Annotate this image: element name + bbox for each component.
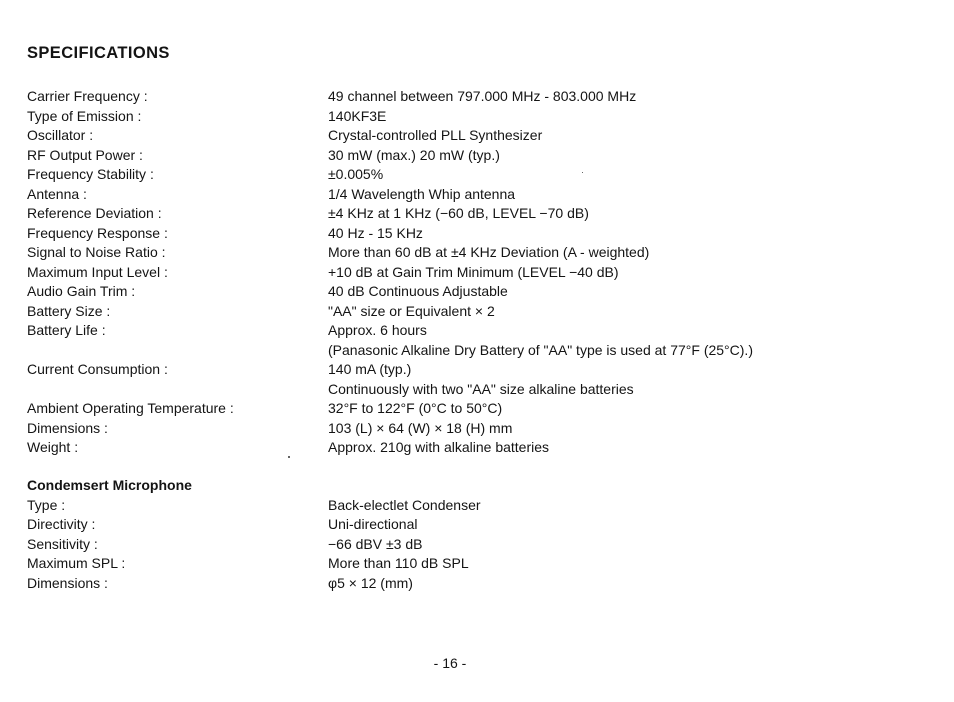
spec-label: Current Consumption : — [27, 361, 168, 377]
spec-value: 40 Hz - 15 KHz — [328, 224, 423, 241]
mic-spec-values — [328, 476, 481, 593]
spec-label: Maximum SPL : — [27, 555, 126, 571]
spec-labels — [27, 87, 234, 458]
spec-label: Weight : — [27, 439, 79, 455]
spec-value: +10 dB at Gain Trim Minimum (LEVEL −40 dB) — [328, 263, 619, 280]
spec-label: RF Output Power : — [27, 146, 143, 163]
spec-label: Ambient Operating Temperature : — [27, 400, 234, 416]
spec-label: Sensitivity : — [27, 535, 98, 552]
spec-value: Approx. 210g with alkaline batteries — [328, 439, 550, 455]
spec-value: Crystal-controlled PLL Synthesizer — [328, 127, 543, 143]
spec-value: Continuously with two "AA" size alkaline batteries — [328, 380, 634, 397]
spec-values — [328, 87, 753, 458]
spec-label: Antenna : — [27, 185, 87, 202]
spec-value: More than 110 dB SPL — [328, 555, 469, 571]
spec-value: (Panasonic Alkaline Dry Battery of "AA" type is used at 77°F (25°C).) — [328, 341, 753, 358]
spec-label — [27, 380, 234, 400]
page-number: - 16 - — [433, 655, 467, 671]
spec-value: Approx. 6 hours — [328, 322, 427, 338]
spec-label: Type : — [27, 496, 66, 513]
spec-label: Dimensions : — [27, 419, 108, 436]
spec-value: 103 (L) × 64 (W) × 18 (H) mm — [328, 419, 513, 436]
spec-label: Maximum Input Level : — [27, 263, 168, 280]
spec-label: Directivity : — [27, 516, 96, 532]
spec-label: Audio Gain Trim : — [27, 283, 136, 299]
spec-label: Reference Deviation : — [27, 205, 162, 221]
spec-value: "AA" size or Equivalent × 2 — [328, 302, 495, 319]
spec-value: 140KF3E — [328, 107, 387, 124]
spec-value: Uni-directional — [328, 516, 418, 532]
spec-value: 140 mA (typ.) — [328, 361, 412, 377]
spec-value: More than 60 dB at ±4 KHz Deviation (A - weighted) — [328, 244, 650, 260]
spec-value: 40 dB Continuous Adjustable — [328, 283, 508, 299]
spec-value: 30 mW (max.) 20 mW (typ.) — [328, 146, 500, 163]
spec-label: Frequency Response : — [27, 224, 168, 241]
spec-value: Back-electlet Condenser — [328, 496, 481, 513]
spec-label: Battery Life : — [27, 322, 106, 338]
scan-speck — [288, 456, 290, 458]
spec-label: Battery Size : — [27, 302, 111, 319]
scan-speck — [582, 172, 583, 173]
spec-label: Signal to Noise Ratio : — [27, 244, 166, 260]
spec-label — [27, 341, 234, 361]
spec-label: Carrier Frequency : — [27, 88, 148, 104]
spec-value: 32°F to 122°F (0°C to 50°C) — [328, 400, 503, 416]
spacer — [328, 476, 481, 496]
spec-value: 1/4 Wavelength Whip antenna — [328, 185, 516, 202]
spec-value: ±4 KHz at 1 KHz (−60 dB, LEVEL −70 dB) — [328, 205, 589, 221]
spec-value: −66 dBV ±3 dB — [328, 535, 423, 552]
spec-label: Type of Emission : — [27, 107, 142, 124]
spec-label: Frequency Stability : — [27, 166, 154, 182]
mic-spec-labels — [27, 476, 192, 593]
section-heading: Condemsert Microphone — [27, 477, 192, 493]
spec-label: Oscillator : — [27, 127, 94, 143]
spec-value: φ5 × 12 (mm) — [328, 574, 413, 591]
spec-label: Dimensions : — [27, 574, 108, 591]
page-title: SPECIFICATIONS — [27, 44, 170, 62]
spec-value: ±0.005% — [328, 166, 384, 182]
spec-value: 49 channel between 797.000 MHz - 803.000 MHz — [328, 88, 637, 104]
